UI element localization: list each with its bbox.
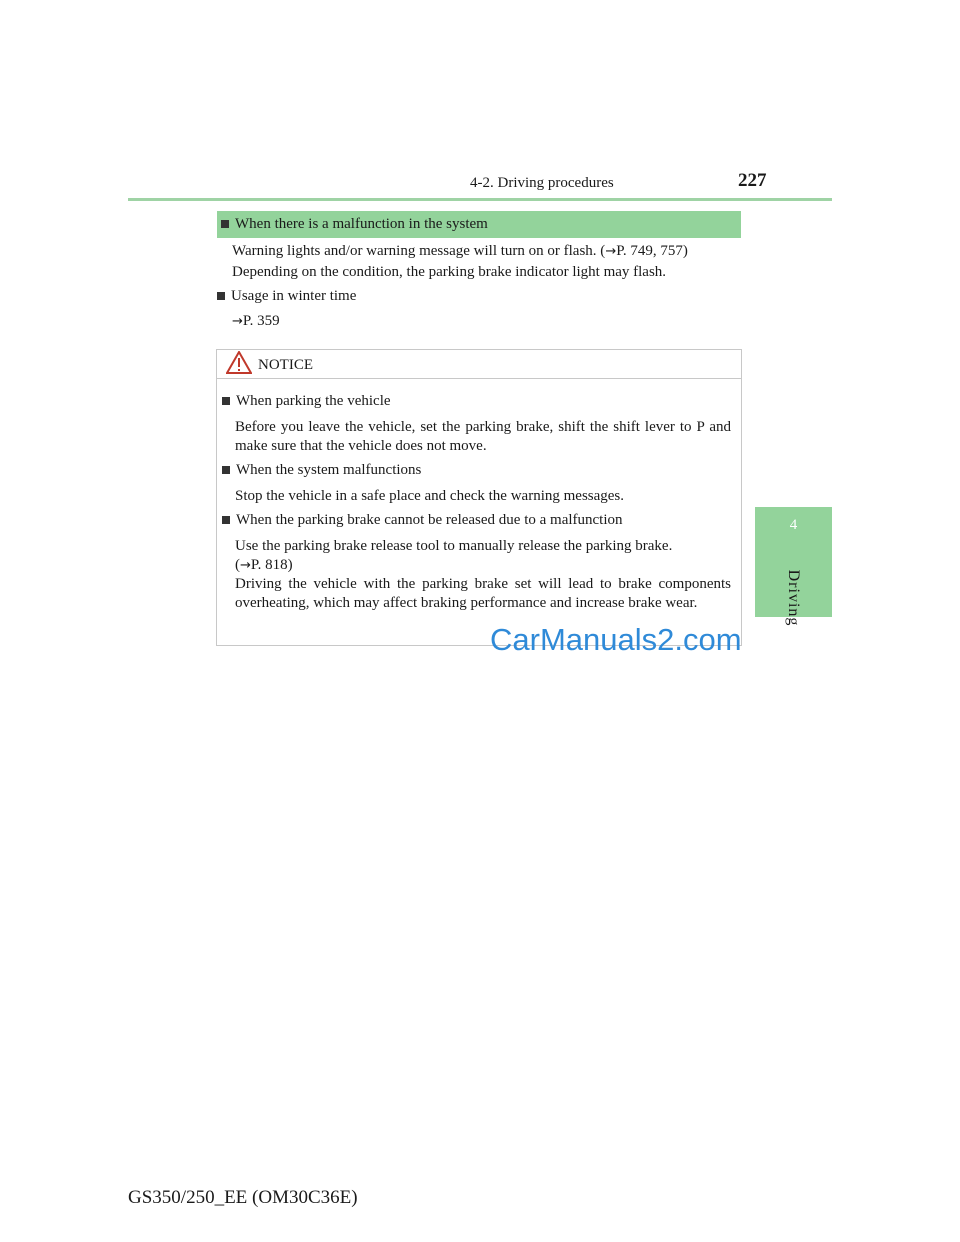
- chapter-label: Driving: [785, 569, 802, 627]
- watermark-logo: CarManuals2.com: [490, 622, 742, 657]
- section-title: 4-2. Driving procedures: [470, 175, 614, 191]
- square-bullet-icon: [222, 516, 230, 524]
- arrow-right-icon: →: [605, 244, 617, 259]
- notice-body-line: Use the parking brake release tool to manually release the parking brake.: [235, 538, 673, 554]
- notice-item-heading-text: When the parking brake cannot be released due to a malfunction: [236, 512, 623, 528]
- arrow-right-icon: →: [232, 314, 243, 329]
- notice-item-heading: [222, 393, 391, 410]
- notice-item-body: Use the parking brake release tool to manually release the parking brake. (→P. 818) Driving the vehicle with the parking brake set will lead to brake components overheating, which may affect braking performance and increase brake wear.: [235, 538, 731, 611]
- winter-ref-link[interactable]: P. 359: [242, 313, 280, 329]
- notice-item-body: Before you leave the vehicle, set the parking brake, shift the shift lever to P and make sure that the vehicle does not move.: [235, 419, 731, 454]
- square-bullet-icon: [221, 220, 229, 228]
- warning-triangle-icon: [226, 351, 252, 374]
- winter-heading-text: Usage in winter time: [231, 288, 357, 304]
- square-bullet-icon: [217, 292, 225, 300]
- notice-item-heading-text: When parking the vehicle: [236, 393, 391, 409]
- chapter-number: 4: [789, 517, 798, 533]
- malfunction-ref-link[interactable]: P. 749, 757): [616, 243, 688, 259]
- notice-divider: [216, 378, 742, 379]
- notice-title: NOTICE: [258, 357, 313, 373]
- winter-ref: [232, 311, 280, 332]
- notice-item-body: Stop the vehicle in a safe place and check the warning messages.: [235, 488, 625, 504]
- notice-body-line: Driving the vehicle with the parking brake set will lead to brake components overheating, which may affect braking performance and increase brake wear.: [235, 576, 731, 611]
- square-bullet-icon: [222, 397, 230, 405]
- malfunction-line2: Depending on the condition, the parking brake indicator light may flash.: [232, 264, 667, 280]
- arrow-right-icon: →: [240, 558, 251, 573]
- malfunction-heading-text: When there is a malfunction in the system: [235, 216, 488, 232]
- malfunction-line1: Warning lights and/or warning message will turn on or flash. (: [232, 243, 606, 259]
- notice-ref-link[interactable]: P. 818): [250, 557, 293, 573]
- malfunction-heading: [221, 216, 488, 233]
- notice-item-heading: [222, 512, 623, 529]
- page-number: 227: [738, 170, 767, 191]
- header-rule: [128, 198, 832, 201]
- notice-item-heading-text: When the system malfunctions: [236, 462, 422, 478]
- notice-item-heading: [222, 462, 421, 479]
- winter-heading: [217, 286, 356, 306]
- footer-model-code: GS350/250_EE (OM30C36E): [128, 1187, 358, 1208]
- square-bullet-icon: [222, 466, 230, 474]
- malfunction-paragraph: [232, 241, 744, 282]
